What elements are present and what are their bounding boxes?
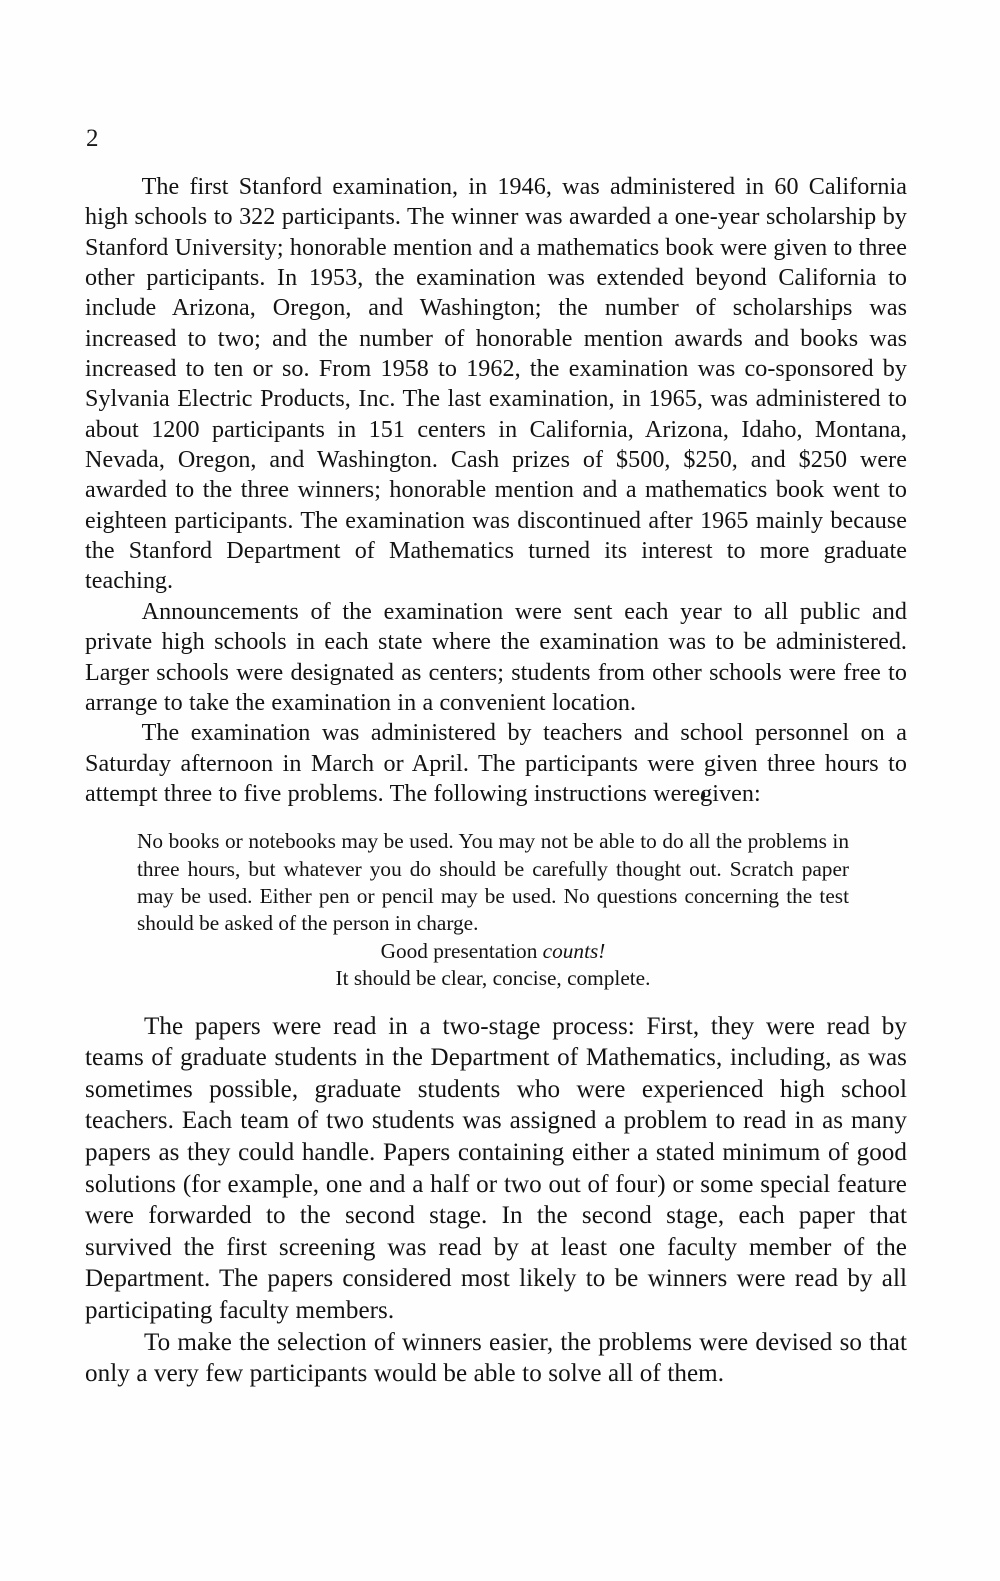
instructions-quotation	[137, 828, 849, 992]
paragraph-administration	[85, 718, 907, 809]
instructions-emphasis-plain: Good presentation	[380, 938, 543, 963]
administration-text-tail: given:	[700, 780, 761, 807]
instructions-body: No books or notebooks may be used. You may not be able to do all the problems in three hours, but whatever you do should be carefully thought out. Scratch paper may be used. Either pen or pencil may be used. No questions concerning the test should be asked of the person in charge.	[137, 829, 849, 936]
administration-text-main: The examination was administered by teachers and school personnel on a Saturday afternoon in March or April. The participants were given three hours to attempt three to five problems. The following instructions were	[85, 720, 907, 807]
instructions-emphasis-line	[137, 938, 849, 965]
paragraph-reading-process: The papers were read in a two-stage process: First, they were read by teams of graduate students in the Department of Mathematics, including, as was sometimes possible, graduate students who were experienced high school teachers. Each team of two students was assigned a problem to read in as many papers as they could handle. Papers containing either a stated minimum of good solutions (for example, one and a half or two out of four) or some special feature were forwarded to the second stage. In the second stage, each paper that survived the first screening was read by at least one faculty member of the Department. The papers considered most likely to be winners were read by all participating faculty members.	[85, 1012, 907, 1324]
paragraph-selection: To make the selection of winners easier, the problems were devised so that only a very few participants would be able to solve all of them.	[85, 1328, 907, 1388]
text-column	[85, 172, 907, 1390]
page-number: 2	[86, 125, 99, 152]
paragraph-announcements: Announcements of the examination were sent each year to all public and private high schools in each state where the examination was to be administered. Larger schools were designated as centers; students from other schools were free to arrange to take the examination in a convenient location.	[85, 598, 907, 716]
instructions-emphasis-italic: counts!	[542, 938, 606, 963]
paragraph-history: The first Stanford examination, in 1946, was administered in 60 California high schools to 322 participants. The winner was awarded a one-year scholarship by Stanford University; honorable mention and a mathematics book were given to three other participants. In 1953, the examination was extended beyond California to include Arizona, Oregon, and Washington; the number of scholarships was increased to two; and the number of honorable mention awards and books was increased to ten or so. From 1958 to 1962, the examination was co-sponsored by Sylvania Electric Products, Inc. The last examination, in 1965, was administered to about 1200 participants in 151 centers in California, Arizona, Idaho, Montana, Nevada, Oregon, and Washington. Cash prizes of $500, $250, and $250 were awarded to the three winners; honorable mention and a mathematics book went to eighteen participants. The examination was discontinued after 1965 mainly because the Stanford Department of Mathematics turned its interest to more graduate teaching.	[85, 174, 907, 595]
instructions-closing-line: It should be clear, concise, complete.	[335, 966, 651, 991]
